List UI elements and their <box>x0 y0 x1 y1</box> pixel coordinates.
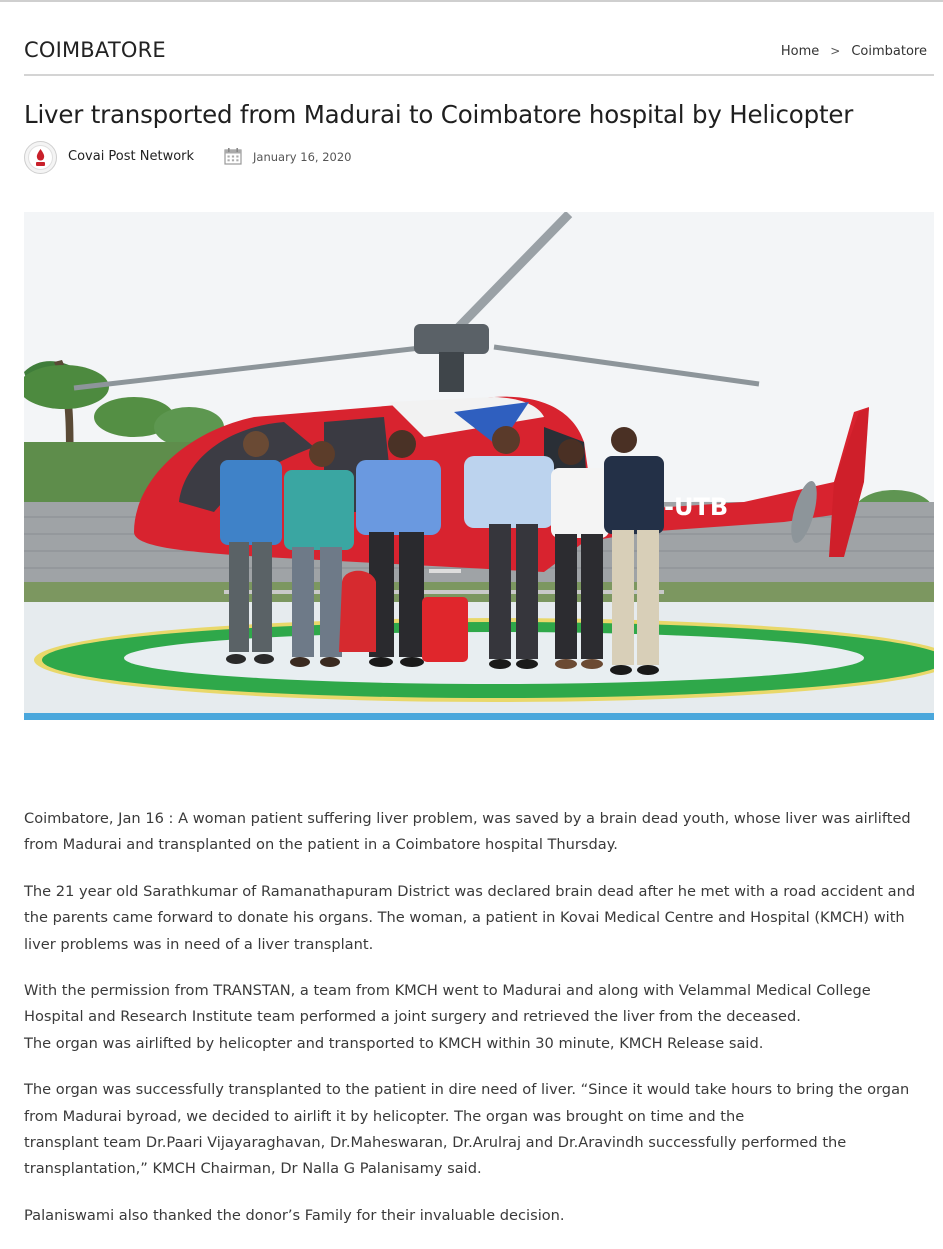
article-paragraph <box>24 806 934 859</box>
publish-date: January 16, 2020 <box>253 150 352 164</box>
article-hero-image <box>24 212 934 720</box>
breadcrumb-home-link[interactable]: Home <box>780 44 820 59</box>
paragraph-line: Palaniswami also thanked the donor’s Family for their invaluable decision. <box>24 1206 565 1224</box>
paragraph-line: With the permission from TRANSTAN, a team from KMCH went to Madurai and along with Velammal Medical College <box>24 982 871 1000</box>
helicopter-registration: -UTB <box>664 493 729 521</box>
article-meta <box>24 141 624 175</box>
paragraph-line: The 21 year old Sarathkumar of Ramanathapuram District was declared brain dead after he met with a road accident and <box>24 882 916 900</box>
paragraph-line: from Madurai byroad, we decided to airlift it by helicopter. The organ was brought on time and the <box>24 1107 745 1125</box>
section-header <box>24 36 934 76</box>
article-headline: Liver transported from Madurai to Coimbatore hospital by Helicopter <box>24 100 854 129</box>
article-paragraph <box>24 1203 934 1229</box>
article-paragraph <box>24 1077 934 1183</box>
section-title: COIMBATORE <box>24 38 166 62</box>
paragraph-line: Hospital and Research Institute team performed a joint surgery and retrieved the liver from the deceased. <box>24 1008 801 1026</box>
top-divider <box>0 0 943 2</box>
breadcrumb <box>781 44 927 59</box>
calendar-icon <box>224 147 242 165</box>
breadcrumb-separator: > <box>830 44 841 58</box>
article-paragraph <box>24 978 934 1057</box>
paragraph-line: The organ was successfully transplanted to the patient in dire need of liver. “Since it would take hours to bring the organ <box>24 1081 910 1099</box>
helicopter-photo <box>24 212 934 720</box>
author-name[interactable]: Covai Post Network <box>68 149 195 164</box>
paragraph-line: the parents came forward to donate his organs. The woman, a patient in Kovai Medical Centre and Hospital (KMCH) with <box>24 909 905 927</box>
paragraph-line: liver problems was in need of a liver transplant. <box>24 935 374 953</box>
paragraph-line: transplantation,” KMCH Chairman, Dr Nalla G Palanisamy said. <box>24 1160 482 1178</box>
paragraph-line: The organ was airlifted by helicopter and transported to KMCH within 30 minute, KMCH Release said. <box>24 1034 764 1052</box>
paragraph-line: transplant team Dr.Paari Vijayaraghavan, Dr.Maheswaran, Dr.Arulraj and Dr.Aravindh successfully performed the <box>24 1134 847 1152</box>
breadcrumb-current[interactable]: Coimbatore <box>851 44 927 59</box>
article-body <box>24 806 934 1249</box>
image-bottom-bar <box>24 713 934 720</box>
paragraph-line: Coimbatore, Jan 16 : A woman patient suffering liver problem, was saved by a brain dead youth, whose liver was airlifted <box>24 810 911 827</box>
paragraph-line: from Madurai and transplanted on the patient in a Coimbatore hospital Thursday. <box>24 836 618 854</box>
author-avatar[interactable] <box>24 141 57 174</box>
covai-post-logo-icon <box>25 142 56 173</box>
article-paragraph <box>24 879 934 958</box>
